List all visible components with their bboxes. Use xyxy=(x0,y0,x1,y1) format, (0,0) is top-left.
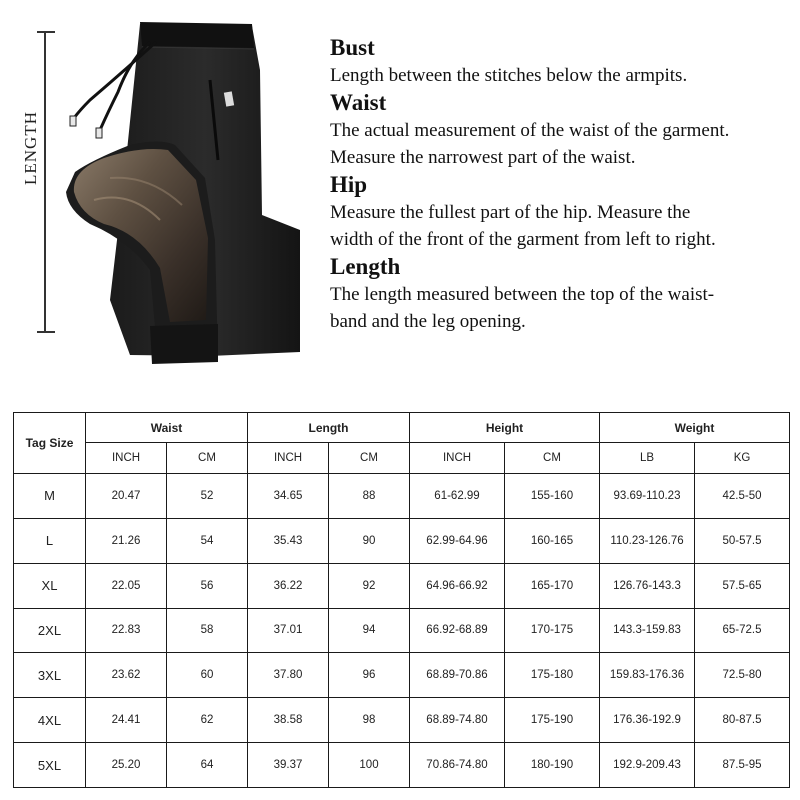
table-row xyxy=(14,518,790,563)
table-cell: 37.80 xyxy=(248,653,329,698)
definition-hip xyxy=(330,171,790,253)
table-cell: 22.05 xyxy=(86,563,167,608)
table-cell: 56 xyxy=(167,563,248,608)
definition-title: Hip xyxy=(330,172,368,197)
definition-line: Measure the fullest part of the hip. Measure the xyxy=(330,202,691,223)
table-cell: 176.36-192.9 xyxy=(600,698,695,743)
unit-header-row xyxy=(14,443,790,474)
table-cell: 50-57.5 xyxy=(695,518,790,563)
table-cell: 159.83-176.36 xyxy=(600,653,695,698)
table-cell: 72.5-80 xyxy=(695,653,790,698)
table-cell: 66.92-68.89 xyxy=(410,608,505,653)
table-cell: 175-190 xyxy=(505,698,600,743)
unit-header: CM xyxy=(329,443,410,474)
table-cell: 54 xyxy=(167,518,248,563)
group-header-height: Height xyxy=(410,413,600,443)
unit-header: CM xyxy=(505,443,600,474)
unit-header: INCH xyxy=(86,443,167,474)
tag-size-header: Tag Size xyxy=(14,413,86,474)
table-cell: 96 xyxy=(329,653,410,698)
table-cell: 170-175 xyxy=(505,608,600,653)
table-cell: 70.86-74.80 xyxy=(410,743,505,788)
definition-length xyxy=(330,253,790,335)
definition-line: band and the leg opening. xyxy=(330,311,526,332)
table-cell: 175-180 xyxy=(505,653,600,698)
table-cell: 60 xyxy=(167,653,248,698)
tag-size-cell: 2XL xyxy=(14,608,86,653)
definition-waist xyxy=(330,89,790,171)
table-cell: 39.37 xyxy=(248,743,329,788)
tag-size-cell: M xyxy=(14,474,86,519)
table-cell: 192.9-209.43 xyxy=(600,743,695,788)
table-cell: 58 xyxy=(167,608,248,653)
size-chart-table xyxy=(13,412,790,788)
definition-line: width of the front of the garment from left to right. xyxy=(330,229,716,250)
unit-header: INCH xyxy=(248,443,329,474)
definition-line: The actual measurement of the waist of the garment. xyxy=(330,120,730,141)
definition-title: Waist xyxy=(330,90,387,115)
table-cell: 88 xyxy=(329,474,410,519)
unit-header: LB xyxy=(600,443,695,474)
table-row xyxy=(14,743,790,788)
table-cell: 34.65 xyxy=(248,474,329,519)
group-header-weight: Weight xyxy=(600,413,790,443)
unit-header: KG xyxy=(695,443,790,474)
table-cell: 64 xyxy=(167,743,248,788)
table-row xyxy=(14,653,790,698)
tag-size-cell: XL xyxy=(14,563,86,608)
table-cell: 160-165 xyxy=(505,518,600,563)
table-cell: 98 xyxy=(329,698,410,743)
tag-size-cell: L xyxy=(14,518,86,563)
table-cell: 93.69-110.23 xyxy=(600,474,695,519)
length-measure-label: LENGTH xyxy=(21,111,40,185)
group-header-row xyxy=(14,413,790,443)
table-cell: 64.96-66.92 xyxy=(410,563,505,608)
definition-line: Measure the narrowest part of the waist. xyxy=(330,147,636,168)
table-cell: 38.58 xyxy=(248,698,329,743)
measurement-definitions xyxy=(330,34,790,335)
table-cell: 180-190 xyxy=(505,743,600,788)
group-header-waist: Waist xyxy=(86,413,248,443)
table-row xyxy=(14,474,790,519)
table-row xyxy=(14,608,790,653)
definition-line: Length between the stitches below the armpits. xyxy=(330,65,688,86)
table-row xyxy=(14,698,790,743)
table-cell: 110.23-126.76 xyxy=(600,518,695,563)
table-cell: 80-87.5 xyxy=(695,698,790,743)
product-illustration xyxy=(0,0,320,380)
tag-size-cell: 5XL xyxy=(14,743,86,788)
table-cell: 22.83 xyxy=(86,608,167,653)
table-cell: 92 xyxy=(329,563,410,608)
table-cell: 62.99-64.96 xyxy=(410,518,505,563)
tag-size-cell: 3XL xyxy=(14,653,86,698)
table-cell: 126.76-143.3 xyxy=(600,563,695,608)
unit-header: INCH xyxy=(410,443,505,474)
table-cell: 90 xyxy=(329,518,410,563)
table-cell: 42.5-50 xyxy=(695,474,790,519)
table-cell: 165-170 xyxy=(505,563,600,608)
table-cell: 68.89-70.86 xyxy=(410,653,505,698)
definition-bust xyxy=(330,34,790,89)
table-cell: 65-72.5 xyxy=(695,608,790,653)
table-cell: 61-62.99 xyxy=(410,474,505,519)
table-cell: 100 xyxy=(329,743,410,788)
table-cell: 25.20 xyxy=(86,743,167,788)
definition-title: Length xyxy=(330,254,401,279)
table-cell: 20.47 xyxy=(86,474,167,519)
table-cell: 35.43 xyxy=(248,518,329,563)
table-cell: 87.5-95 xyxy=(695,743,790,788)
jogger-pants-image xyxy=(0,0,320,380)
table-row xyxy=(14,563,790,608)
group-header-length: Length xyxy=(248,413,410,443)
table-cell: 23.62 xyxy=(86,653,167,698)
table-cell: 57.5-65 xyxy=(695,563,790,608)
table-cell: 143.3-159.83 xyxy=(600,608,695,653)
table-cell: 155-160 xyxy=(505,474,600,519)
table-cell: 62 xyxy=(167,698,248,743)
table-cell: 21.26 xyxy=(86,518,167,563)
definition-line: The length measured between the top of the waist- xyxy=(330,284,715,305)
table-cell: 24.41 xyxy=(86,698,167,743)
unit-header: CM xyxy=(167,443,248,474)
table-cell: 94 xyxy=(329,608,410,653)
table-cell: 52 xyxy=(167,474,248,519)
table-cell: 37.01 xyxy=(248,608,329,653)
table-cell: 68.89-74.80 xyxy=(410,698,505,743)
tag-size-cell: 4XL xyxy=(14,698,86,743)
table-cell: 36.22 xyxy=(248,563,329,608)
definition-title: Bust xyxy=(330,35,375,60)
